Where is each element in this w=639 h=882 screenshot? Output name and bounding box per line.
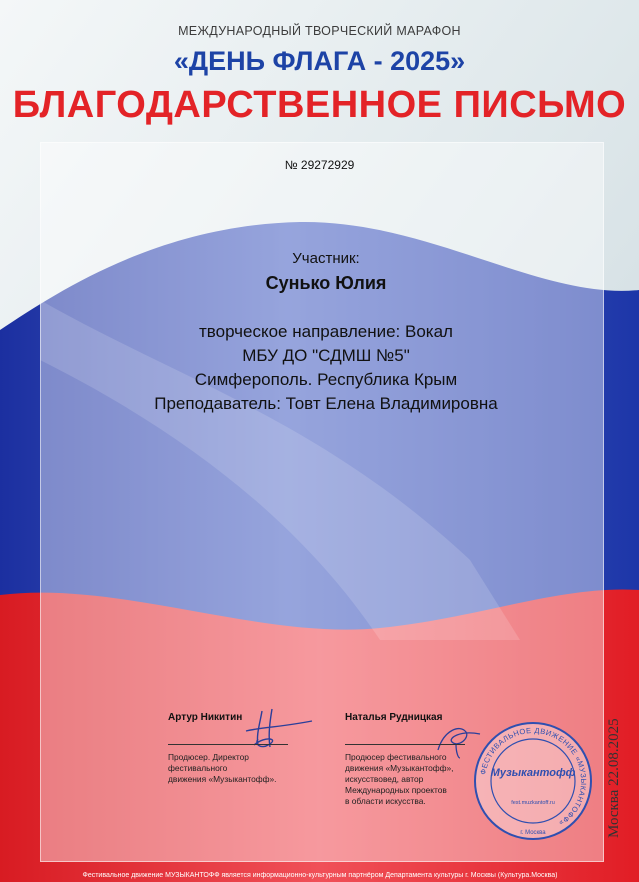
participant-name: Сунько Юлия [265,273,387,293]
stamp-site: fest.muzkantoff.ru [511,800,555,806]
signatory-right-name: Наталья Рудницкая [345,712,443,723]
signatory-right-title: Продюсер фестивального движения «Музыкантофф», искусствовед, автор Международных проектов в области искусства. [345,752,454,806]
participant-details [0,320,639,416]
event-title: «ДЕНЬ ФЛАГА - 2025» [173,46,466,76]
festival-stamp-icon [472,720,594,842]
detail-direction: творческое направление: Вокал [199,322,453,341]
side-location-date: Москва 22.08.2025 [606,718,622,838]
marathon-subtitle: МЕЖДУНАРОДНЫЙ ТВОРЧЕСКИЙ МАРАФОН [178,24,461,38]
stamp-brand: Музыкантофф [490,767,576,779]
signatory-left-name: Артур Никитин [168,712,243,723]
signature-line-right [345,744,465,745]
certificate-number: № 29272929 [284,158,355,172]
signature-line-left [168,744,288,745]
detail-city: Симферополь. Республика Крым [194,370,458,389]
participant-role: Участник: [292,250,360,267]
stamp-city: г. Москва [520,830,546,836]
signatory-left-title: Продюсер. Директор фестивального движения «Музыкантофф». [168,752,277,784]
detail-teacher: Преподаватель: Товт Елена Владимировна [154,394,498,413]
document-title: БЛАГОДАРСТВЕННОЕ ПИСЬМО [12,84,627,126]
svg-text:ФЕСТИВАЛЬНОЕ ДВИЖЕНИЕ «МУЗЫКАН: ФЕСТИВАЛЬНОЕ ДВИЖЕНИЕ «МУЗЫКАНТОФФ» [478,725,589,828]
detail-school: МБУ ДО "СДМШ №5" [242,346,410,365]
footer-note: Фестивальное движение МУЗЫКАНТОФФ является информационно-культурным партнёром Департамента культуры г. Москвы (Культура.Москва) [82,872,558,879]
